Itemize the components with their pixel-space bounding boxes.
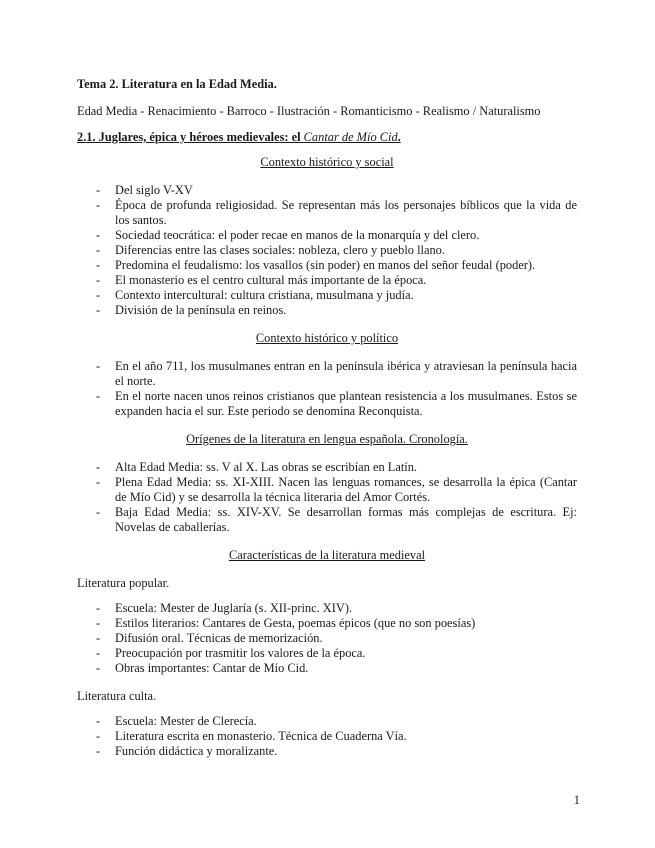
list-contexto-social (77, 183, 577, 318)
list-literatura-culta (77, 714, 577, 759)
list-item: - Época de profunda religiosidad. Se representan más los personajes bíblicos que la vida de los santos. (77, 198, 577, 228)
list-item: - Predomina el feudalismo: los vasallos (sin poder) en manos del señor feudal (poder). (77, 258, 577, 273)
list-literatura-popular (77, 601, 577, 676)
list-item: - Escuela: Mester de Juglaría (s. XII-princ. XIV). (77, 601, 577, 616)
list-item: - El monasterio es el centro cultural más importante de la época. (77, 273, 577, 288)
heading-contexto-politico: Contexto histórico y político (255, 331, 399, 345)
list-item: - Diferencias entre las clases sociales: nobleza, clero y pueblo llano. (77, 243, 577, 258)
list-item: - Estilos literarios: Cantares de Gesta, poemas épicos (que no son poesías) (77, 616, 577, 631)
label-literatura-popular: Literatura popular. (77, 576, 170, 590)
list-item: - Baja Edad Media: ss. XIV-XV. Se desarrollan formas más complejas de escritura. Ej: Novelas de caballerías. (77, 505, 577, 535)
heading-caracteristicas: Características de la literatura medieval (228, 548, 426, 562)
section-heading-prefix: 2.1. Juglares, épica y héroes medievales: el (77, 130, 304, 144)
list-item: - En el norte nacen unos reinos cristianos que plantean resistencia a los musulmanes. Estos se expanden hacia el sur. Este periodo se denomina Reconquista. (77, 389, 577, 419)
list-item: - Del siglo V-XV (77, 183, 577, 198)
list-item: - Sociedad teocrática: el poder recae en manos de la monarquía y del clero. (77, 228, 577, 243)
list-item: - Preocupación por trasmitir los valores de la época. (77, 646, 577, 661)
page-content (77, 77, 577, 772)
list-item: - Alta Edad Media: ss. V al X. Las obras se escribían en Latín. (77, 460, 577, 475)
list-item: - División de la península en reinos. (77, 303, 577, 318)
section-heading-suffix: . (397, 130, 401, 144)
list-contexto-politico (77, 359, 577, 419)
list-item: - Contexto intercultural: cultura cristiana, musulmana y judía. (77, 288, 577, 303)
document-title: Tema 2. Literatura en la Edad Media. (77, 77, 277, 91)
list-item: - Obras importantes: Cantar de Mío Cid. (77, 661, 577, 676)
heading-origenes: Orígenes de la literatura en lengua española. Cronología. (186, 432, 468, 446)
page-number: 1 (573, 793, 580, 807)
label-literatura-culta: Literatura culta. (77, 689, 157, 703)
periods-line: Edad Media - Renacimiento - Barroco - Ilustración - Romanticismo - Realismo / Naturalismo (77, 104, 541, 118)
list-item: - Escuela: Mester de Clerecía. (77, 714, 577, 729)
list-item: - Difusión oral. Técnicas de memorización. (77, 631, 577, 646)
section-heading-work: Cantar de Mío Cid (303, 130, 398, 144)
list-item: - Plena Edad Media: ss. XI-XIII. Nacen las lenguas romances, se desarrolla la épica (Cantar de Mío Cid) y se desarrolla la técnica literaria del Amor Cortés. (77, 475, 577, 505)
list-item: - Función didáctica y moralizante. (77, 744, 577, 759)
list-origenes (77, 460, 577, 535)
list-item: - En el año 711, los musulmanes entran en la península ibérica y atraviesan la península hacia el norte. (77, 359, 577, 389)
section-heading (77, 130, 577, 145)
list-item: - Literatura escrita en monasterio. Técnica de Cuaderna Vía. (77, 729, 577, 744)
heading-contexto-social: Contexto histórico y social (260, 155, 394, 169)
